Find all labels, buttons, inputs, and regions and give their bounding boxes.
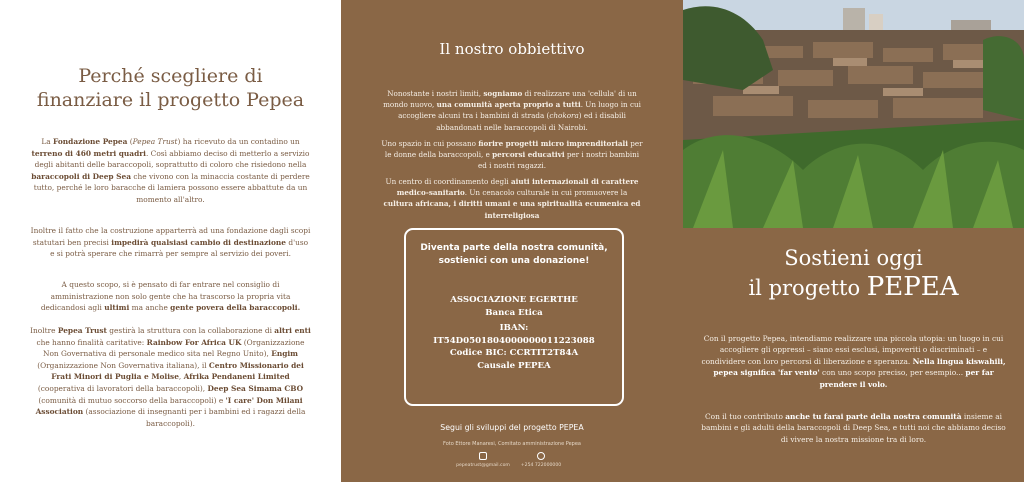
text-run: Fondazione Pepea (53, 137, 128, 146)
text-run: aiuti internazionali di carattere medico-sanitario (396, 177, 639, 198)
slum-photo (683, 0, 1024, 228)
text-run: percorsi educativi (492, 150, 565, 160)
support-paragraph-utopia (701, 333, 1006, 390)
text-run: che vivono con la minaccia costante di perdere tutto, perché le loro baracche di lamiera possono essere abbattute da un momento all'altro. (33, 171, 310, 204)
left-paragraph-partners (30, 325, 311, 429)
left-panel (0, 0, 341, 482)
text-run: baraccopoli di Deep Sea (31, 171, 132, 181)
donation-iban-label: IBAN: (499, 323, 529, 334)
text-run: La (41, 137, 54, 146)
text-run: . Un cenacolo culturale in cui promuovere la (464, 188, 628, 198)
donation-iban: IT54D0501804000000011223088 (433, 335, 595, 346)
text-run: per i nostri bambini ed i nostri ragazzi. (477, 150, 640, 171)
text-run: Nella lingua kiswahili, pepea significa 'far vento' (713, 356, 1006, 378)
text-run: (comunità di mutuo soccorso della baraccopoli) e (38, 395, 226, 405)
phone-icon (537, 452, 545, 460)
text-run: terreno di 460 metri quadri (31, 148, 146, 158)
text-run: Un centro di coordinamento degli (385, 177, 511, 186)
slum-photo-drawing (683, 0, 1024, 228)
text-run: Inoltre (30, 326, 58, 335)
middle-panel (341, 0, 683, 482)
text-run: Pepea Trust (132, 137, 178, 146)
text-run: gestirà la struttura con la collaborazione di (106, 326, 275, 335)
text-run: cultura africana, i diritti umani e una spiritualità ecumenica ed interreligiosa (383, 199, 641, 220)
text-run: Centro Missionario dei Frati Minori di Puglia e Molise (51, 360, 304, 382)
text-run: altri enti (274, 326, 311, 335)
photo-credit: Foto Ettore Manaresi, Comitato amministrazione Pepea (443, 441, 581, 447)
text-run: Deep Sea Simama CBO (207, 383, 304, 393)
text-run: Nonostante i nostri limiti, (387, 89, 484, 98)
donation-heading: Diventa parte della nostra comunità, sostienici con una donazione! (420, 243, 608, 266)
text-run: fiorire progetti micro imprenditoriali (478, 139, 628, 148)
donation-causale: Causale PEPEA (477, 360, 551, 371)
contact-email[interactable]: pepeatrust@gmail.com (448, 452, 518, 468)
text-run: A questo scopo, si è pensato di far entrare nel consiglio di amministrazione non solo gente che ha trascorso la propria vita dedicandosi agli (40, 280, 291, 313)
text-run: (cooperativa di lavoratori della baraccopoli), (37, 383, 208, 393)
text-run: per le donne della baraccopoli, e (384, 139, 643, 160)
text-run: ultimi (104, 303, 130, 313)
text-run: con uno scopo preciso, per esempio... (819, 368, 966, 378)
text-run: una comunità aperta proprio a tutti (436, 100, 581, 110)
contact-phone[interactable]: +254 722000000 (506, 452, 576, 468)
text-run: (Organizzazione Non Governativa italiana), il (37, 360, 209, 370)
left-title: Perché scegliere di finanziare il progetto Pepea (36, 65, 305, 111)
text-run: Con il progetto Pepea, intendiamo realizzare una piccola utopia: un luogo in cui accogliere gli oppressi – siano essi esclusi, impoveriti o discriminati – e condividere con loro percorsi di liberazione e speranza. (701, 334, 1004, 366)
text-run: ma anche (129, 303, 171, 313)
text-run: sogniamo (483, 89, 523, 98)
donation-bic: Codice BIC: CCRTIT2T84A (449, 348, 579, 359)
mail-icon (479, 452, 487, 460)
support-paragraph-contribution (701, 411, 1006, 445)
left-paragraph-foundation (30, 136, 311, 206)
text-run: . Così abbiamo deciso di metterlo a servizio degli abitanti delle baraccopoli, soprattutto di coloro che risiedono nella (34, 148, 310, 170)
text-run: Uno spazio in cui possano (381, 139, 479, 148)
text-run: insieme ai bambini e gli adulti della baraccopoli di Deep Sea, e tutti noi che abbiamo deciso di vivere la nostra missione tra di loro. (701, 412, 1006, 444)
left-paragraph-destination (30, 225, 311, 260)
text-run: ) ed i disabili abbandonati nelle baraccopoli di Nairobi. (436, 111, 626, 132)
text-run: Pepea Trust (57, 326, 107, 335)
objective-paragraph-center (381, 176, 643, 221)
text-run: d'uso e si potrà sperare che rimarrà per sempre al servizio dei poveri. (50, 237, 309, 259)
text-run: Afrika Pendaneni Limited (183, 372, 290, 382)
left-paragraph-board (30, 279, 311, 314)
text-run: Inoltre il fatto che la costruzione apparterrà ad una fondazione dagli scopi statutari ben precisi (30, 226, 311, 247)
text-run: Engim (271, 349, 298, 359)
text-run: . Un luogo in cui accogliere alcuni tra i bambini di strada ( (398, 100, 641, 121)
text-run: che hanno finalità caritative: (36, 337, 147, 347)
text-run: ) ha ricevuto da un contadino un (177, 137, 300, 146)
text-run: (associazione di insegnanti per i bambini ed i ragazzi della baraccopoli). (83, 407, 306, 428)
text-run: chokora (549, 111, 579, 121)
objective-paragraph-space (381, 138, 643, 172)
text-run: gente povera della baraccopoli. (170, 303, 301, 313)
objective-paragraph-dream (381, 88, 643, 133)
donation-bank: Banca Etica (485, 307, 543, 318)
text-run: ( (127, 137, 133, 146)
text-run: impedirà qualsiasi cambio di destinazione (111, 237, 286, 247)
text-run: Rainbow For Africa UK (146, 337, 242, 347)
text-run: 'I care' Don Milani Association (35, 395, 303, 417)
follow-text: Segui gli sviluppi del progetto PEPEA (440, 423, 584, 432)
donation-box (404, 228, 624, 406)
text-run: per far prendere il volo. (819, 368, 994, 389)
donation-details (412, 294, 616, 373)
text-run: , (178, 372, 184, 382)
support-title: Sostieni oggi il progetto PEPEA (748, 246, 959, 302)
text-run: Con il tuo contributo (704, 412, 786, 421)
text-run: anche tu farai parte della nostra comunità (785, 412, 962, 421)
text-run: di realizzare una 'cellula' di un mondo nuovo, (383, 89, 637, 110)
objective-title: Il nostro obbiettivo (439, 40, 585, 58)
text-run: (Organizzazione Non Governativa di personale medico sita nel Regno Unito), (42, 337, 305, 359)
right-panel (683, 0, 1024, 482)
donation-org: ASSOCIAZIONE EGERTHE (450, 295, 578, 305)
